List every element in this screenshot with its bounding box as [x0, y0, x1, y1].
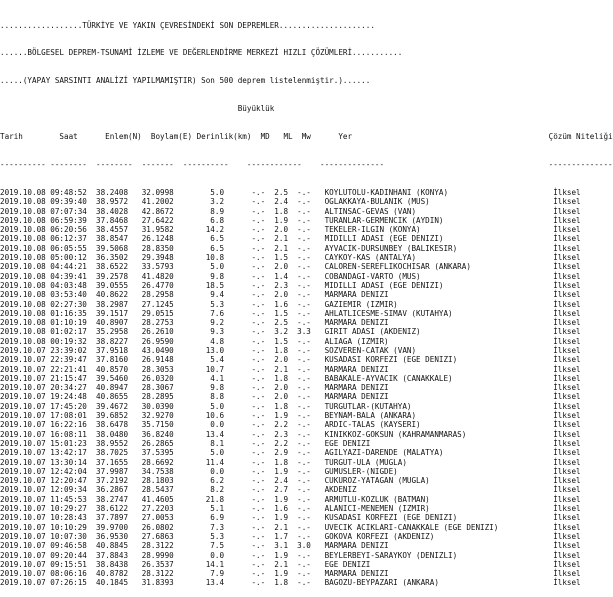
table-row: 2019.10.08 04:44:21 38.6522 33.5793 5.0 -.- 2.0 -.- CALOREN-SEREFLIKOCHISAR (ANKARA) İlksel [0, 262, 581, 272]
table-row: 2019.10.07 20:34:27 40.8947 28.3067 9.8 -.- 2.0 -.- MARMARA DENIZI İlksel [0, 383, 581, 393]
table-row: 2019.10.07 16:08:11 38.0480 36.8240 13.4 -.- 2.3 -.- KINIKKOZ-GOKSUN (KAHRAMANMARAS) İlksel [0, 429, 581, 439]
page-title: ..................TÜRKİYE VE YAKIN ÇEVRESİNDEKİ SON DEPREMLER..................... [0, 20, 375, 30]
header-rule: ---------- -------- -------- ------- ---------- ------------ -------------- -------------- [0, 160, 613, 170]
column-header: Tarih Saat Enlem(N) Boylam(E) Derinlik(km) MD ML Mw Yer Çözüm Niteliği [0, 132, 613, 142]
table-row: 2019.10.08 07:07:34 38.4028 42.8672 8.9 -.- 1.8 -.- ALTINSAC-GEVAS (VAN) İlksel [0, 206, 581, 216]
table-row: 2019.10.07 22:39:47 37.8160 26.9148 5.4 -.- 2.0 -.- KUSADASI KORFEZI (EGE DENIZI) İlksel [0, 355, 581, 365]
table-row: 2019.10.07 21:15:47 39.5460 26.0320 4.1 -.- 1.8 -.- BABAKALE-AYVACIK (CANAKKALE) İlksel [0, 373, 581, 383]
table-row: 2019.10.07 10:07:30 36.9530 27.6863 5.3 -.- 1.7 -.- GOKOVA KORFEZI (AKDENIZ) İlksel [0, 531, 581, 541]
table-row: 2019.10.08 04:39:41 39.2578 41.4820 9.8 -.- 1.4 -.- COBANDAGI-VARTO (MUS) İlksel [0, 271, 581, 281]
table-row: 2019.10.08 06:59:39 37.8468 27.6422 6.8 -.- 1.9 -.- TURANLAR-GERMENCIK (AYDIN) İlksel [0, 215, 581, 225]
table-row: 2019.10.08 01:10:19 40.8907 28.2753 9.2 -.- 2.5 -.- MARMARA DENIZI İlksel [0, 318, 581, 328]
table-row: 2019.10.07 23:39:02 37.9518 43.0490 13.0 -.- 1.8 -.- SOZVEREN-CATAK (VAN) İlksel [0, 345, 581, 355]
table-row: 2019.10.07 09:46:58 40.8845 28.3122 7.5 -.- 3.1 3.0 MARMARA DENIZI İlksel [0, 541, 581, 551]
table-row: 2019.10.08 09:39:40 38.9572 41.2002 3.2 -.- 2.4 -.- OGLAKKAYA-BULANIK (MUS) İlksel [0, 197, 581, 207]
table-row: 2019.10.07 15:01:23 38.9552 26.2865 8.1 -.- 2.2 -.- EGE DENIZI İlksel [0, 438, 581, 448]
table-row: 2019.10.08 01:02:17 35.2958 26.2610 9.3 -.- 3.2 3.3 GIRIT ADASI (AKDENIZ) İlksel [0, 327, 581, 337]
table-row: 2019.10.07 10:28:43 37.7897 27.0053 6.9 -.- 1.9 -.- KUSADASI KORFEZI (EGE DENIZI) İlksel [0, 513, 581, 523]
table-row: 2019.10.07 22:21:41 40.8570 28.3053 10.7 -.- 2.1 -.- MARMARA DENIZI İlksel [0, 364, 581, 374]
table-row: 2019.10.08 04:03:48 39.0555 26.4770 18.5 -.- 2.3 -.- MIDILLI ADASI (EGE DENIZI) İlksel [0, 280, 581, 290]
magnitude-group-label: Büyüklük [0, 104, 275, 114]
table-row: 2019.10.08 02:27:30 38.2987 27.1245 5.3 -.- 1.6 -.- GAZIEMIR (IZMIR) İlksel [0, 299, 581, 309]
table-row: 2019.10.07 13:42:17 38.7025 37.5395 5.0 -.- 2.9 -.- AGILYAZI-DARENDE (MALATYA) İlksel [0, 448, 581, 458]
page-subtitle: ......BÖLGESEL DEPREM-TSUNAMİ İZLEME VE DEĞERLENDİRME MERKEZİ HIZLI ÇÖZÜMLERİ........... [0, 48, 403, 58]
table-row: 2019.10.07 19:24:48 40.8655 28.2895 8.8 -.- 2.0 -.- MARMARA DENIZI İlksel [0, 392, 581, 402]
table-row: 2019.10.07 17:08:01 39.6852 32.9270 10.6 -.- 1.9 -.- BEYNAM-BALA (ANKARA) İlksel [0, 411, 581, 421]
earthquake-table [0, 188, 600, 588]
table-row: 2019.10.08 06:20:56 38.4557 31.9582 14.2 -.- 2.0 -.- TEKELER-ILGIN (KONYA) İlksel [0, 225, 581, 235]
table-row: 2019.10.07 10:10:29 39.9700 26.0802 7.3 -.- 2.1 -.- UVECIK ACIKLARI-CANAKKALE (EGE DENIZI) İlksel [0, 522, 581, 532]
table-row: 2019.10.08 03:53:40 40.8622 28.2958 9.4 -.- 2.0 -.- MARMARA DENIZI İlksel [0, 290, 581, 300]
table-row: 2019.10.07 16:22:16 38.6478 35.7150 0.0 -.- 2.2 -.- ARDIC-TALAS (KAYSERI) İlksel [0, 420, 581, 430]
table-row: 2019.10.07 10:29:27 38.6122 27.2203 5.1 -.- 1.6 -.- ALANICI-MENEMEN (IZMIR) İlksel [0, 504, 581, 514]
table-row: 2019.10.08 09:48:52 38.2408 32.0998 5.0 -.- 2.5 -.- KOYLUTOLU-KADINHANI (KONYA) İlksel [0, 187, 581, 197]
table-row: 2019.10.07 12:20:47 37.2192 28.1803 6.2 -.- 2.4 -.- CUKUROZ-YATAGAN (MUGLA) İlksel [0, 476, 581, 486]
table-row: 2019.10.07 12:09:34 36.2867 28.5437 8.2 -.- 2.7 -.- AKDENIZ İlksel [0, 485, 581, 495]
page-note: .....(YAPAY SARSINTI ANALİZİ YAPILMAMIŞTIR) Son 500 deprem listelenmiştir.)...... [0, 76, 371, 86]
table-row: 2019.10.08 06:05:55 39.5068 28.8350 6.5 -.- 2.1 -.- AYVACIK-DURSUNBEY (BALIKESIR) İlksel [0, 243, 581, 253]
table-row: 2019.10.07 11:45:53 38.2747 41.4605 21.8 -.- 1.9 -.- ARMUTLU-KOZLUK (BATMAN) İlksel [0, 494, 581, 504]
table-row: 2019.10.08 05:00:12 36.3502 29.3948 10.8 -.- 1.5 -.- CAYKOY-KAS (ANTALYA) İlksel [0, 253, 581, 263]
table-row: 2019.10.07 12:42:04 37.9987 34.7538 0.0 -.- 1.9 -.- GUMUSLER-(NIGDE) İlksel [0, 466, 581, 476]
table-row: 2019.10.07 09:15:51 38.8438 26.3537 14.1 -.- 2.1 -.- EGE DENIZI İlksel [0, 559, 581, 569]
table-row: 2019.10.08 00:19:32 38.8227 26.9590 4.8 -.- 1.5 -.- ALIAGA (IZMIR) İlksel [0, 336, 581, 346]
table-row: 2019.10.07 07:26:15 40.1845 31.8393 13.4 -.- 1.8 -.- BAGOZU-BEYPAZARI (ANKARA) İlksel [0, 578, 581, 588]
table-row: 2019.10.07 08:06:16 40.8782 28.3122 7.9 -.- 1.9 -.- MARMARA DENIZI İlksel [0, 569, 581, 579]
table-row: 2019.10.08 01:16:35 39.1517 29.0515 7.6 -.- 1.5 -.- AHLATLICESME-SIMAV (KUTAHYA) İlksel [0, 308, 581, 318]
table-row: 2019.10.07 09:20:44 37.8843 28.9990 0.0 -.- 1.9 -.- BEYLERBEYI-SARAYKOY (DENIZLI) İlksel [0, 550, 581, 560]
table-row: 2019.10.07 17:45:20 39.4672 30.0390 5.0 -.- 1.8 -.- TURGUTLAR-(KUTAHYA) İlksel [0, 401, 581, 411]
table-row: 2019.10.07 13:30:14 37.1655 28.6692 11.4 -.- 1.8 -.- TURGUT-ULA (MUGLA) İlksel [0, 457, 581, 467]
table-row: 2019.10.08 06:12:37 38.8547 26.1248 6.5 -.- 2.1 -.- MIDILLI ADASI (EGE DENIZI) İlksel [0, 234, 581, 244]
